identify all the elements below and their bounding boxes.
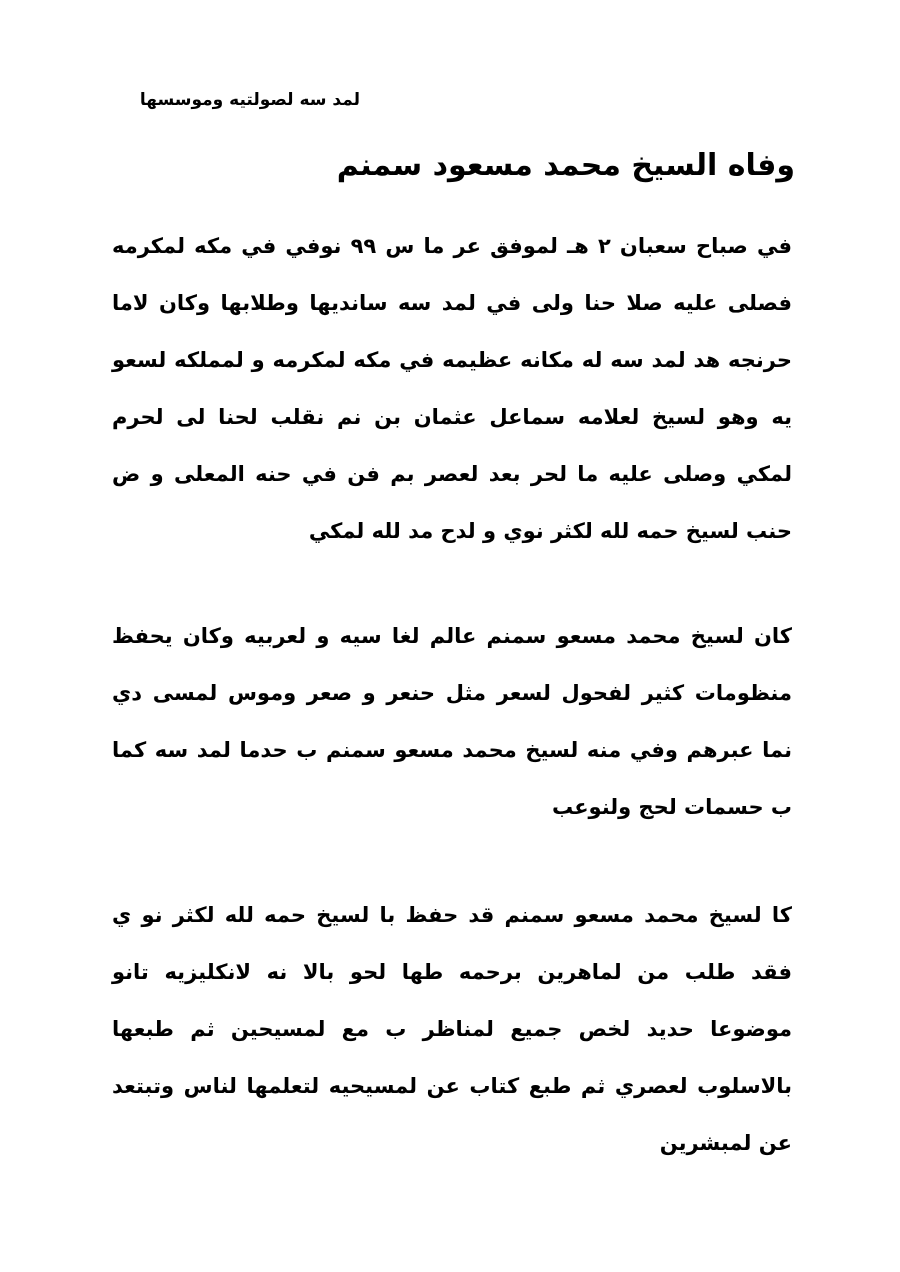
running-header: لمد سه لصولتيه وموسسها — [139, 90, 360, 110]
paragraph-text: كا لسيخ محمد مسعو سمنم قد حفظ با لسيخ حمه لله لكثر نو ي فقد طلب من لماهرين برحمه طها لحو بالا نه لانكليزيه تانو موضوعا حديد لخص جميع لمناظر ب مع لمسيحين ثم طبعها بالاسلوب لعصري ثم طبع كتاب عن لمسيحيه لتعلمها لناس وتبتعد عن لمبشرين — [112, 903, 792, 1155]
paragraph-text: في صباح سعبان ٢ هـ لموفق عر ما س ٩٩ نوفي في مكه لمكرمه فصلى عليه صلا حنا ولى في لمد سه سانديها وطلابها وكان لاما حرنجه هد لمد سه له مكانه عظيمه في مكه لمكرمه و لمملكه لسعو يه وهو لسيخ لعلامه سماعل عثمان بن نم نقلب لحنا لى لحرم لمكي وصلى عليه ما لحر بعد لعصر بم فن في حنه المعلى و ض حنب لسيخ حمه لله لكثر نوي و لدح مد لله لمكي — [112, 234, 793, 543]
paragraph-text: كان لسيخ محمد مسعو سمنم عالم لغا سيه و لعربيه وكان يحفظ منظومات كثير لفحول لسعر مثل حنعر و صعر وموس لمسى دي نما عبرهم وفي منه لسيخ محمد مسعو سمنم ب حدما لمد سه كما ب حسمات لحج ولنوعب — [112, 624, 792, 819]
paragraph-death-announcement — [112, 218, 792, 560]
paragraph-scholarship — [112, 608, 792, 836]
paragraph-works — [112, 887, 792, 1172]
document-title: وفاه السيخ محمد مسعود سمنم — [336, 148, 795, 183]
